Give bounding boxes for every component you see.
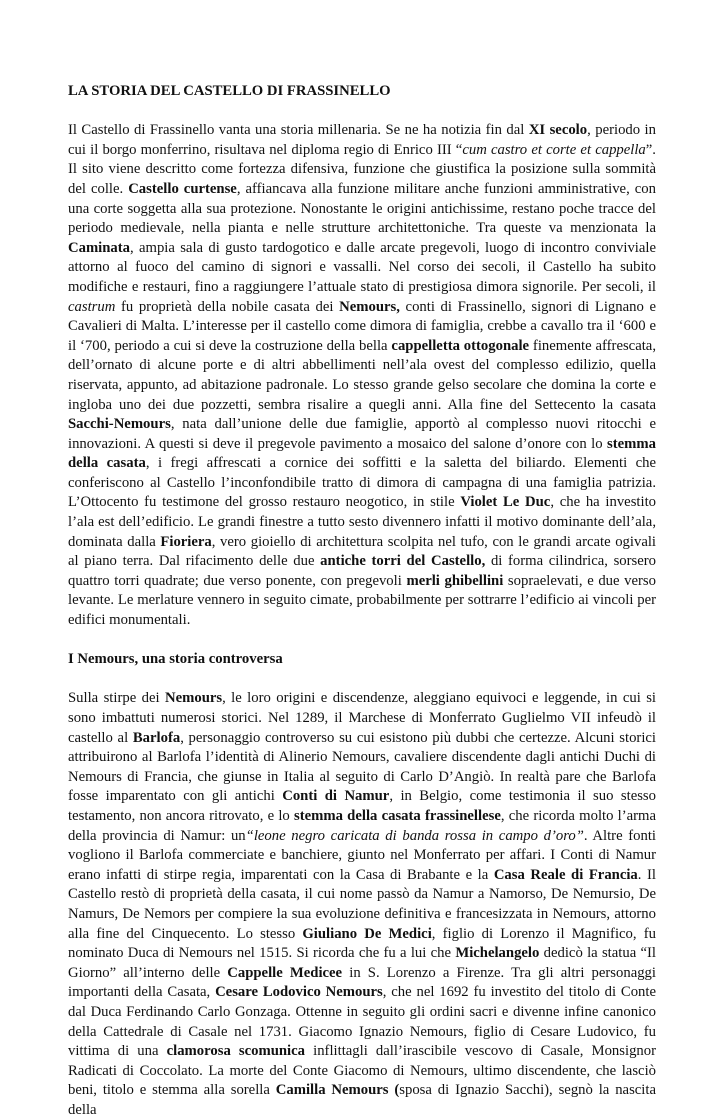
bold-phrase: antiche torri del Castello, bbox=[320, 553, 486, 570]
text-run: , figlio di Lorenzo il Magnifico, fu nominato Duca di Nemours nel 1515. Si ricorda che fu a lui che bbox=[68, 925, 656, 962]
bold-phrase: merli ghibellini bbox=[406, 572, 504, 589]
text-run: Sulla stirpe dei bbox=[68, 690, 165, 707]
bold-phrase: Barlofa bbox=[132, 729, 181, 746]
text-run: , ampia sala di gusto tardogotico e dalle arcate pregevoli, luogo di incontro conviviale attorno al fuoco del camino di signori e vassalli. Nel corso dei secoli, il Castello ha subito modifiche e restauri, fino a raggiungere l’attuale stato di prestigiosa dimora signorile. Per secoli, il bbox=[68, 239, 656, 295]
section-heading: I Nemours, una storia controversa bbox=[68, 651, 283, 668]
bold-phrase: Michelangelo bbox=[455, 945, 540, 962]
document-title: LA STORIA DEL CASTELLO DI FRASSINELLO bbox=[68, 83, 391, 99]
text-run: , periodo in cui il borgo monferrino, risultava nel diploma regio di Enrico III “ bbox=[68, 122, 656, 158]
text-run: , nata dall’unione delle due famiglie, apportò al complesso nuovi ritocchi e innovazioni. A questi si deve il pregevole pavimento a mosaico del salone d’onore con lo bbox=[68, 416, 656, 452]
text-run: finemente affrescata, dell’ornato di alcune porte e di altri abbellimenti nell’ala ovest del complesso edilizio, quella riservata, appunto, ad abitazione padronale. Lo stesso grande gelso secolare che domina la corte e ingloba uno dei due pozzetti, sembra risalire a quegli anni. Alla fine del Settecento la casata bbox=[68, 337, 656, 413]
bold-phrase: XI secolo bbox=[528, 122, 588, 139]
bold-phrase: stemma della casata bbox=[68, 435, 656, 472]
bold-phrase: cappelletta ottogonale bbox=[391, 337, 530, 354]
text-run: sopraelevati, e due verso levante. Le merlature vennero in seguito cimate, probabilmente per sottrarre l’edificio ai vincoli per edifici monumentali. bbox=[68, 572, 656, 629]
text-run: , che nel 1692 fu investito del titolo di Conte dal Duca Ferdinando Carlo Gonzaga. Ottenne in seguito gli ordini sacri e divenne infine canonico della Cattedrale di Casale nel 1731. Giacomo Ignazio Nemours, figlio di Cesare Ludovico, fu vittima di una bbox=[68, 984, 656, 1060]
text-run: . Altre fonti vogliono il Barlofa commerciate e banchiere, giunto nel Monferrato per affari. I Conti di Namur erano infatti di stirpe regia, imparentati con la Casa di Brabante e la bbox=[68, 827, 656, 883]
bold-phrase: stemma della casata frassinellese bbox=[294, 807, 501, 824]
text-run: , personaggio controverso su cui esistono più dubbi che certezze. Alcuni storici attribuirono al Barlofa l’identità di Alinerio Nemours, cavaliere discendente dagli antichi Duchi di Nemours di Francia, che giunse in Italia al seguito di Carlo D’Angiò. In realtà pare che Barlofa fosse imparentato con gli antichi bbox=[68, 729, 656, 805]
bold-phrase: Casa Reale di Francia bbox=[493, 866, 638, 883]
text-run: , le loro origini e discendenze, aleggiano equivoci e leggende, in cui si sono imbattuti numerosi storici. Nel 1289, il Marchese di Monferrato Guglielmo VII infeudò il castello al bbox=[68, 690, 656, 746]
text-run: sposa di Ignazio Sacchi), segnò la nascita della bbox=[68, 1082, 656, 1118]
text-run: in S. Lorenzo a Firenze. Tra gli altri personaggi importanti della Casata, bbox=[68, 964, 656, 1001]
text-run: , vero gioiello di architettura scolpita nel tufo, con le grandi arcate ogivali al piano terra. Dal rifacimento delle due bbox=[68, 533, 656, 570]
bold-phrase: clamorosa scomunica bbox=[166, 1043, 306, 1060]
text-run: conti di Frassinello, signori di Lignano e Cavalieri di Malta. L’interesse per il castello come dimora di famiglia, crebbe a cavallo tra il ‘600 e il ‘700, periodo a cui si deve la costruzione della bella bbox=[68, 298, 656, 354]
text-run: dedicò la statua “Il Giorno” all’interno delle bbox=[68, 945, 657, 981]
bold-phrase: Giuliano De Medici bbox=[302, 925, 432, 942]
italic-phrase: castrum bbox=[68, 298, 116, 315]
history-paragraph bbox=[68, 121, 656, 630]
text-run: Il Castello di Frassinello vanta una storia millenaria. Se ne ha notizia fin dal bbox=[68, 122, 529, 139]
text-run: , i fregi affrescati a cornice dei soffitti e la saletta del biliardo. Elementi che conferiscono al Castello l’inconfondibile tratto di dimora di campagna di una famiglia patrizia. L’Ottocento fu testimone del grosso restauro neogotico, in stile bbox=[68, 455, 656, 511]
bold-phrase: Sacchi-Nemours bbox=[68, 416, 171, 433]
text-run: , affiancava alla funzione militare anche funzioni amministrative, con una corte soggetta alla sua protezione. Nonostante le origini antichissime, restano poche tracce del periodo medievale, nella pianta e nelle strutture architettoniche. Tra queste va menzionata la bbox=[68, 180, 656, 237]
bold-phrase: Cappelle Medicee bbox=[227, 964, 343, 981]
bold-phrase: Cesare Lodovico Nemours bbox=[215, 984, 383, 1001]
text-run: , in Belgio, come testimonia il suo stesso testamento, non ancora ritrovato, e lo bbox=[68, 788, 656, 824]
bold-phrase: Caminata bbox=[68, 239, 131, 256]
bold-phrase: Camilla Nemours ( bbox=[275, 1082, 400, 1099]
text-run: di forma cilindrica, sorsero quattro torri quadrate; due verso ponente, con pregevoli bbox=[68, 553, 657, 589]
text-run: , che ricorda molto l’arma della provincia di Namur: un bbox=[68, 807, 656, 844]
bold-phrase: Fioriera bbox=[160, 533, 212, 550]
bold-phrase: Castello curtense bbox=[128, 180, 237, 197]
text-run: . Il Castello restò di proprietà della casata, il cui nome passò da Namur a Namorso, De Nemursio, De Namurs, De Nemors per compiere la sua evoluzione definitiva e francesizzata in Nemours, attorno alla fine del Cinquecento. Lo stesso bbox=[68, 866, 656, 942]
bold-phrase: Violet Le Duc bbox=[460, 494, 551, 511]
nemours-paragraph bbox=[68, 689, 656, 1120]
text-run: inflittagli dall’irascibile vescovo di Casale, Monsignor Radicati di Coccolato. La morte del Conte Giacomo di Nemours, ultimo discendente, che lasciò beni, titolo e stemma alla sorella bbox=[68, 1043, 656, 1099]
document-page bbox=[68, 82, 656, 1120]
italic-phrase: cum castro et corte et cappella bbox=[462, 141, 646, 158]
text-run: , che ha investito l’ala est dell’edificio. Le grandi finestre a tutto sesto divennero infatti il motivo dominante dell’ala, dominata dalla bbox=[68, 494, 656, 550]
bold-phrase: Nemours bbox=[164, 690, 223, 707]
bold-phrase: Conti di Namur bbox=[282, 788, 390, 805]
text-run: fu proprietà della nobile casata dei bbox=[115, 298, 340, 315]
bold-phrase: Nemours, bbox=[339, 298, 400, 315]
italic-phrase: “leone negro caricata di banda rossa in campo d’oro” bbox=[245, 827, 584, 844]
text-run: ”. Il sito viene descritto come fortezza difensiva, funzione che giustifica la posizione sulla sommità del colle. bbox=[68, 141, 656, 197]
